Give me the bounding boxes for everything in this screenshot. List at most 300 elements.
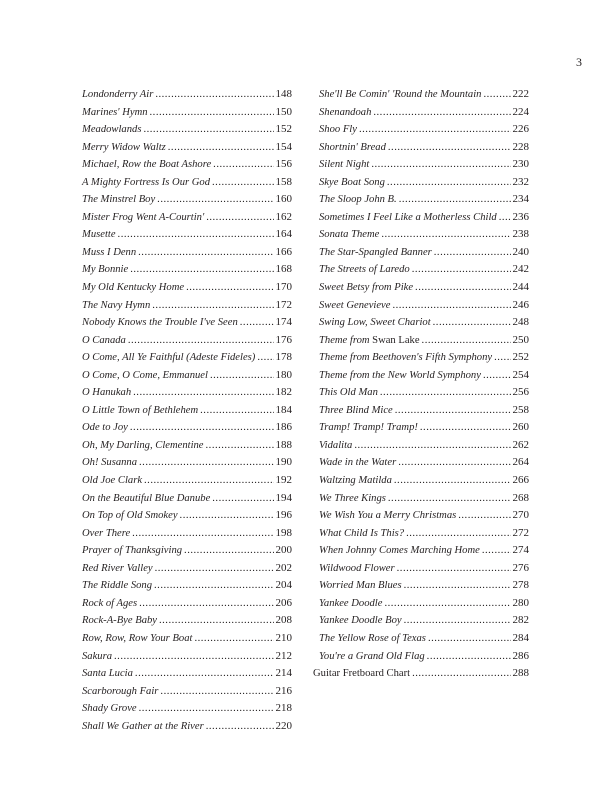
dot-leader	[132, 525, 273, 543]
toc-entry-title-text: Mister Frog Went A-Courtin'	[82, 211, 205, 223]
toc-entry-title-text: Vidalita	[319, 439, 353, 451]
dot-leader	[371, 156, 510, 174]
toc-entry-page: 162	[275, 210, 292, 223]
dot-leader	[359, 121, 511, 139]
toc-entry-page: 194	[275, 491, 292, 504]
toc-entry-page: 252	[512, 351, 529, 364]
toc-entry[interactable]	[82, 209, 292, 227]
toc-entry-page: 244	[512, 281, 529, 294]
page-number: 3	[576, 55, 582, 69]
toc-entry-title-text: Yankee Doodle Boy	[319, 615, 402, 627]
toc-entry-page: 274	[512, 544, 529, 557]
dot-leader	[155, 86, 273, 104]
toc-entry-title	[319, 191, 397, 209]
toc-entry-title	[82, 86, 153, 104]
dot-leader	[114, 648, 273, 666]
toc-entry-page: 286	[512, 649, 529, 662]
toc-entry-page: 202	[275, 561, 292, 574]
dot-leader	[381, 226, 510, 244]
toc-entry-page: 188	[275, 438, 292, 451]
toc-entry[interactable]	[82, 490, 292, 508]
toc-entry-title-text: We Three Kings	[319, 492, 386, 504]
toc-entry-title	[82, 665, 133, 683]
toc-entry-title-text: Shortnin' Bread	[319, 141, 386, 153]
toc-entry[interactable]	[319, 402, 529, 420]
dot-leader	[406, 525, 510, 543]
toc-entry-page: 152	[275, 123, 292, 136]
toc-entry-page: 238	[512, 228, 529, 241]
toc-entry-page: 266	[512, 474, 529, 487]
toc-entry-page: 210	[275, 631, 292, 644]
toc-entry-page: 180	[275, 368, 292, 381]
toc-entry-title-text: Sonata Theme	[319, 229, 380, 241]
toc-entry-title-text: Marines' Hymn	[82, 106, 148, 118]
toc-entry[interactable]	[82, 718, 292, 736]
toc-entry-title	[82, 367, 208, 385]
toc-entry[interactable]	[82, 525, 292, 543]
toc-left-column	[82, 86, 292, 735]
toc-entry-page: 196	[275, 509, 292, 522]
toc-entry[interactable]	[319, 332, 529, 350]
toc-entry-page: 216	[275, 684, 292, 697]
toc-entry-title	[82, 226, 116, 244]
dot-leader	[206, 209, 273, 227]
toc-entry-page: 220	[275, 719, 292, 732]
dot-leader	[395, 402, 511, 420]
toc-entry-title-text: Three Blind Mice	[319, 404, 393, 416]
toc-entry[interactable]	[319, 595, 529, 613]
toc-entry[interactable]	[319, 191, 529, 209]
toc-entry-page: 150	[275, 105, 292, 118]
toc-entry[interactable]	[82, 86, 292, 104]
toc-entry[interactable]	[82, 402, 292, 420]
toc-entry[interactable]	[319, 297, 529, 315]
toc-entry-title-text: When Johnny Comes Marching Home	[319, 545, 480, 557]
dot-leader	[257, 349, 273, 367]
toc-entry[interactable]	[82, 683, 292, 701]
toc-entry-title	[82, 437, 204, 455]
toc-entry-title-text: We Wish You a Merry Christmas	[319, 510, 457, 522]
toc-entry-title-text: Shady Grove	[82, 703, 137, 715]
toc-entry[interactable]	[319, 507, 529, 525]
toc-entry[interactable]	[82, 279, 292, 297]
dot-leader	[392, 297, 510, 315]
toc-entry-title-text: The Star-Spangled Banner	[319, 246, 432, 258]
toc-entry-title-text: This Old Man	[319, 387, 378, 399]
dot-leader	[157, 191, 273, 209]
toc-entry-title	[82, 121, 141, 139]
toc-entry-title-text: Theme from Beethoven's Fifth Symphony	[319, 352, 493, 364]
toc-entry[interactable]	[319, 437, 529, 455]
toc-entry-title	[82, 454, 137, 472]
toc-entry[interactable]	[319, 525, 529, 543]
toc-entry[interactable]	[82, 419, 292, 437]
toc-entry[interactable]	[319, 121, 529, 139]
dot-leader	[428, 630, 511, 648]
toc-entry[interactable]	[82, 226, 292, 244]
toc-entry-title-upright: Swan Lake	[372, 334, 420, 346]
toc-entry-title-text: Sweet Genevieve	[319, 299, 391, 311]
dot-leader	[499, 209, 511, 227]
dot-leader	[482, 542, 511, 560]
toc-entry[interactable]	[82, 261, 292, 279]
toc-entry-title	[319, 314, 431, 332]
toc-entry-page: 218	[275, 702, 292, 715]
toc-entry-title	[319, 472, 392, 490]
toc-entry-page: 246	[512, 298, 529, 311]
toc-entry[interactable]	[82, 454, 292, 472]
dot-leader	[412, 261, 511, 279]
toc-entry[interactable]	[82, 542, 292, 560]
toc-entry-title	[319, 139, 386, 157]
toc-entry-title-text: Michael, Row the Boat Ashore	[82, 159, 212, 171]
toc-entry-title-text: Meadowlands	[82, 124, 142, 136]
toc-entry-title	[82, 525, 130, 543]
toc-entry-title	[319, 542, 480, 560]
toc-entry-title-text: Red River Valley	[82, 562, 153, 574]
dot-leader	[139, 595, 273, 613]
toc-entry-title-text: O Come, O Come, Emmanuel	[82, 369, 208, 381]
toc-entry-title-text: My Bonnie	[82, 264, 129, 276]
toc-entry-title-text: Rock of Ages	[82, 597, 138, 609]
toc-entry-page: 178	[275, 351, 292, 364]
dot-leader	[494, 349, 510, 367]
toc-entry-title	[82, 174, 210, 192]
toc-entry-page: 158	[275, 175, 292, 188]
toc-entry-page: 186	[275, 421, 292, 434]
toc-entry[interactable]	[82, 384, 292, 402]
toc-entry[interactable]	[319, 139, 529, 157]
toc-entry-title	[319, 297, 390, 315]
dot-leader	[380, 384, 511, 402]
toc-entry-title-text: Londonderry Air	[82, 89, 154, 100]
dot-leader	[143, 121, 273, 139]
toc-entry[interactable]	[82, 139, 292, 157]
dot-leader	[118, 226, 274, 244]
toc-entry[interactable]	[82, 332, 292, 350]
toc-entry-title-text: She'll Be Comin' 'Round the Mountain	[319, 89, 482, 100]
dot-leader	[240, 314, 274, 332]
toc-entry[interactable]	[82, 595, 292, 613]
toc-entry-title	[319, 490, 386, 508]
toc-entry-page: 154	[275, 140, 292, 153]
toc-entry[interactable]	[319, 226, 529, 244]
toc-entry-page: 226	[512, 123, 529, 136]
dot-leader	[206, 437, 274, 455]
toc-entry[interactable]	[319, 630, 529, 648]
toc-entry-title	[319, 384, 378, 402]
toc-entry[interactable]	[319, 279, 529, 297]
toc-entry-title	[319, 402, 393, 420]
dot-leader	[194, 630, 273, 648]
toc-entry[interactable]	[319, 367, 529, 385]
toc-entry-page: 288	[512, 667, 529, 680]
toc-entry-title-text: The Riddle Song	[82, 580, 153, 592]
toc-entry-title-text: Old Joe Clark	[82, 475, 143, 487]
dot-leader	[420, 419, 511, 437]
dot-leader	[180, 507, 274, 525]
toc-entry-title	[319, 174, 385, 192]
toc-entry-page: 174	[275, 316, 292, 329]
toc-entry-title	[82, 191, 155, 209]
toc-entry-title-text: The Minstrel Boy	[82, 194, 156, 206]
dot-leader	[144, 472, 273, 490]
toc-entry-page: 262	[512, 438, 529, 451]
dot-leader	[384, 595, 510, 613]
toc-right-column	[313, 86, 529, 683]
toc-entry[interactable]	[82, 244, 292, 262]
toc-entry-title	[319, 437, 352, 455]
toc-entry-title-text: On Top of Old Smokey	[82, 510, 178, 522]
toc-entry-title	[82, 700, 137, 718]
toc-entry-title-text: Muss I Denn	[82, 246, 137, 258]
toc-entry-page: 276	[512, 561, 529, 574]
dot-leader	[373, 104, 510, 122]
toc-entry-title	[82, 104, 148, 122]
toc-entry-title	[82, 209, 204, 227]
toc-entry-title	[82, 507, 178, 525]
toc-entry-title-text: Yankee Doodle	[319, 597, 383, 609]
toc-entry-title-text: You're a Grand Old Flag	[319, 650, 425, 662]
toc-entry[interactable]	[82, 507, 292, 525]
toc-entry-title	[319, 332, 420, 350]
toc-entry-title-text: The Sloop John B.	[319, 194, 397, 206]
dot-leader	[404, 577, 511, 595]
toc-entry[interactable]	[319, 156, 529, 174]
toc-entry-page: 234	[512, 193, 529, 206]
toc-entry[interactable]	[82, 472, 292, 490]
toc-entry[interactable]	[82, 648, 292, 666]
toc-entry-title	[319, 261, 410, 279]
toc-entry-page: 206	[275, 596, 292, 609]
dot-leader	[354, 437, 510, 455]
toc-entry-title-text: The Navy Hymn	[82, 299, 151, 311]
toc-entry-title	[82, 349, 255, 367]
dot-leader	[128, 332, 274, 350]
toc-entry[interactable]	[319, 577, 529, 595]
toc-entry-title-text: Waltzing Matilda	[319, 475, 392, 487]
toc-entry-page: 198	[275, 526, 292, 539]
toc-entry-page: 148	[275, 88, 292, 100]
toc-entry-title	[319, 244, 432, 262]
toc-entry-title	[82, 577, 152, 595]
toc-entry-title	[82, 560, 153, 578]
toc-entry-title	[319, 454, 396, 472]
toc-entry-title-text: O Hanukah	[82, 387, 132, 399]
toc-entry-title-text: O Little Town of Bethlehem	[82, 404, 199, 416]
toc-entry[interactable]	[82, 191, 292, 209]
dot-leader	[394, 472, 511, 490]
toc-entry-title	[82, 314, 238, 332]
toc-entry-title	[82, 419, 128, 437]
toc-entry[interactable]	[319, 419, 529, 437]
toc-entry[interactable]	[319, 648, 529, 666]
toc-entry-title-text: On the Beautiful Blue Danube	[82, 492, 211, 504]
dot-leader	[133, 384, 273, 402]
toc-entry-page: 280	[512, 596, 529, 609]
toc-entry-page: 208	[275, 614, 292, 627]
toc-entry[interactable]	[82, 297, 292, 315]
toc-entry[interactable]	[319, 104, 529, 122]
toc-entry-title-text: Shall We Gather at the River	[82, 720, 204, 732]
toc-entry-page: 232	[512, 175, 529, 188]
toc-entry[interactable]	[82, 174, 292, 192]
toc-entry-title	[82, 490, 210, 508]
toc-entry[interactable]	[82, 156, 292, 174]
toc-entry-title-text: Theme from the New World Symphony	[319, 369, 481, 381]
toc-entry-title-text: Swing Low, Sweet Chariot	[319, 317, 431, 329]
toc-entry-title-text: O Come, All Ye Faithful (Adeste Fideles)	[82, 352, 256, 364]
toc-entry[interactable]	[82, 121, 292, 139]
toc-entry[interactable]	[82, 665, 292, 683]
toc-entry[interactable]	[82, 612, 292, 630]
dot-leader	[212, 174, 273, 192]
dot-leader	[434, 244, 511, 262]
toc-entry[interactable]	[313, 665, 529, 683]
toc-entry-title-text: Musette	[82, 229, 116, 241]
toc-entry-title	[82, 139, 166, 157]
dot-leader	[159, 612, 274, 630]
toc-entry-page: 268	[512, 491, 529, 504]
dot-leader	[130, 261, 273, 279]
toc-entry-title-text: Worried Man Blues	[319, 580, 402, 592]
toc-entry-page: 284	[512, 631, 529, 644]
toc-entry[interactable]	[82, 700, 292, 718]
toc-entry[interactable]	[319, 384, 529, 402]
toc-entry-page: 264	[512, 456, 529, 469]
dot-leader	[150, 104, 274, 122]
toc-entry-title-text: Wildwood Flower	[319, 562, 395, 574]
toc-entry[interactable]	[82, 367, 292, 385]
toc-entry-title-text: Oh, My Darling, Clementine	[82, 439, 204, 451]
toc-entry-page: 214	[275, 667, 292, 680]
toc-entry-title	[319, 104, 371, 122]
toc-entry-page: 204	[275, 579, 292, 592]
toc-entry-page: 224	[512, 105, 529, 118]
toc-entry-page: 200	[275, 544, 292, 557]
toc-entry-page: 156	[275, 158, 292, 171]
toc-entry[interactable]	[82, 314, 292, 332]
toc-entry-title-text: Guitar Fretboard Chart	[313, 668, 411, 680]
toc-entry[interactable]	[319, 349, 529, 367]
toc-entry-title	[319, 367, 481, 385]
toc-entry-title	[82, 402, 198, 420]
toc-entry[interactable]	[319, 244, 529, 262]
toc-entry[interactable]	[319, 174, 529, 192]
toc-entry-title	[82, 384, 131, 402]
toc-entry-title	[82, 261, 128, 279]
toc-entry-title-text: Over There	[82, 527, 131, 539]
toc-entry-page: 240	[512, 245, 529, 258]
toc-entry-title	[313, 665, 410, 683]
toc-entry-title-text: Sakura	[82, 650, 113, 662]
toc-entry-title	[319, 156, 369, 174]
toc-entry-page: 164	[275, 228, 292, 241]
dot-leader	[388, 490, 511, 508]
toc-entry-title	[82, 595, 137, 613]
toc-entry[interactable]	[82, 437, 292, 455]
toc-entry-title	[319, 419, 418, 437]
toc-entry-page: 254	[512, 368, 529, 381]
toc-entry-page: 172	[275, 298, 292, 311]
dot-leader	[388, 139, 511, 157]
toc-entry-title-text: What Child Is This?	[319, 527, 405, 539]
dot-leader	[387, 174, 511, 192]
toc-entry-title	[82, 297, 150, 315]
dot-leader	[412, 665, 510, 683]
toc-entry-title	[82, 472, 142, 490]
dot-leader	[483, 86, 510, 104]
toc-entry-title	[319, 507, 456, 525]
toc-entry[interactable]	[82, 560, 292, 578]
toc-entry-title	[82, 332, 126, 350]
dot-leader	[397, 560, 511, 578]
toc-entry-title-text: Row, Row, Row Your Boat	[82, 632, 193, 644]
dot-leader	[210, 367, 274, 385]
toc-entry[interactable]	[319, 261, 529, 279]
dot-leader	[433, 314, 511, 332]
dot-leader	[186, 279, 273, 297]
toc-entry-title	[319, 121, 357, 139]
toc-entry-title	[319, 595, 382, 613]
toc-entry[interactable]	[319, 314, 529, 332]
toc-entry-page: 282	[512, 614, 529, 627]
toc-entry-title-text: Prayer of Thanksgiving	[82, 545, 183, 557]
toc-entry-title	[82, 279, 184, 297]
toc-entry[interactable]	[82, 349, 292, 367]
toc-entry-title-text: O Canada	[82, 334, 126, 346]
toc-entry-title-text: A Mighty Fortress Is Our God	[82, 176, 211, 188]
toc-entry-page: 242	[512, 263, 529, 276]
toc-entry-title	[82, 648, 112, 666]
toc-entry-page: 256	[512, 386, 529, 399]
dot-leader	[139, 454, 273, 472]
toc-entry[interactable]	[82, 630, 292, 648]
toc-entry-title-text: Theme from	[319, 334, 373, 346]
toc-entry-title-text: Wade in the Water	[319, 457, 397, 469]
toc-entry-title-text: The Streets of Laredo	[319, 264, 410, 276]
toc-entry-title	[319, 349, 492, 367]
dot-leader	[415, 279, 510, 297]
toc-entry-title-text: Santa Lucia	[82, 668, 133, 680]
toc-entry-title-text: Shenandoah	[319, 106, 372, 118]
dot-leader	[184, 542, 273, 560]
toc-entry-page: 166	[275, 245, 292, 258]
toc-entry-page: 182	[275, 386, 292, 399]
dot-leader	[130, 419, 274, 437]
toc-entry[interactable]	[319, 560, 529, 578]
toc-entry[interactable]	[319, 86, 529, 104]
dot-leader	[168, 139, 274, 157]
toc-entry[interactable]	[319, 472, 529, 490]
toc-entry-title-text: Ode to Joy	[82, 422, 128, 434]
toc-entry[interactable]	[82, 104, 292, 122]
toc-entry-title-text: Nobody Knows the Trouble I've Seen	[82, 317, 238, 329]
dot-leader	[399, 191, 511, 209]
dot-leader	[139, 700, 274, 718]
toc-entry-title	[319, 612, 402, 630]
toc-entry-title-text: Shoo Fly	[319, 124, 357, 136]
toc-entry[interactable]	[82, 577, 292, 595]
toc-entry-page: 260	[512, 421, 529, 434]
toc-entry[interactable]	[319, 542, 529, 560]
toc-entry[interactable]	[319, 612, 529, 630]
dot-leader	[152, 297, 273, 315]
toc-entry[interactable]	[319, 454, 529, 472]
toc-entry[interactable]	[319, 209, 529, 227]
dot-leader	[213, 156, 273, 174]
toc-entry[interactable]	[319, 490, 529, 508]
